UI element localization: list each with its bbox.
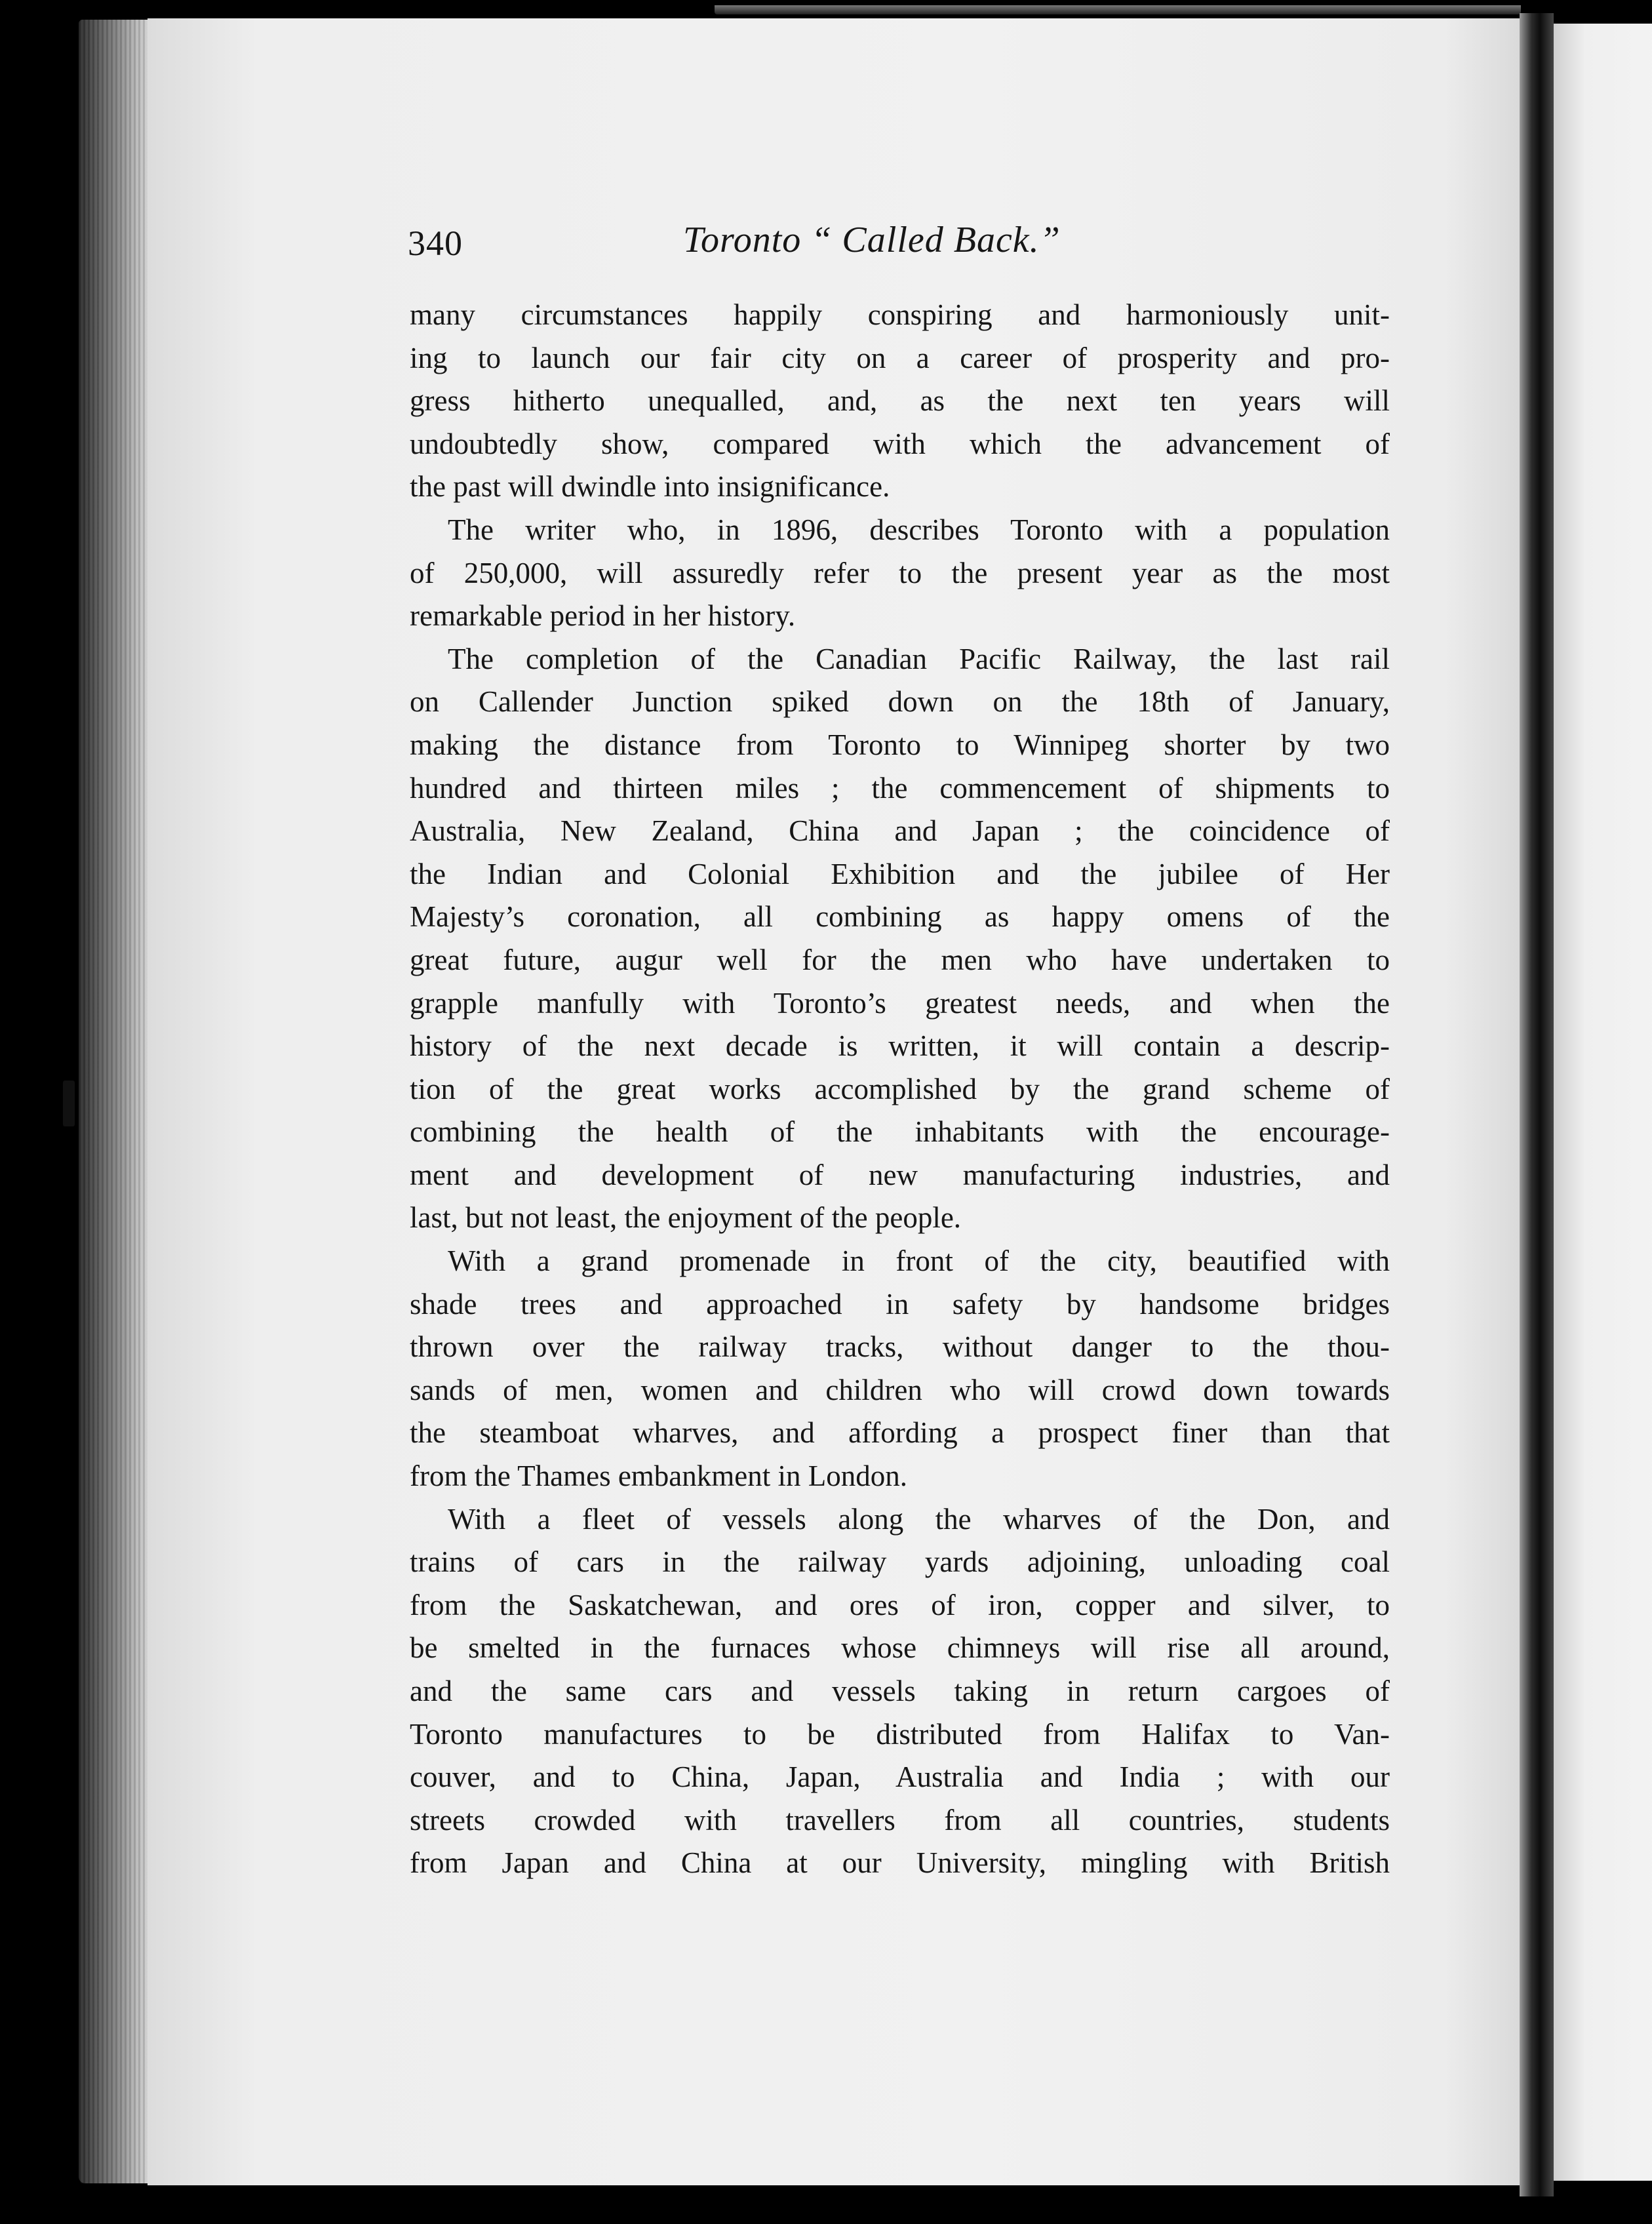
text-line: undoubtedly show, compared with which the advancement of [410,427,1390,460]
text-line: Majesty’s coronation, all combining as happy omens of the [410,900,1390,934]
text-line: be smelted in the furnaces whose chimneys will rise all around, [410,1631,1390,1665]
paragraph [410,638,1390,1240]
text-line: the steamboat wharves, and affording a prospect finer than that [410,1416,1390,1450]
text-line: Australia, New Zealand, China and Japan ; the coincidence of [410,814,1390,848]
text-line: of 250,000, will assuredly refer to the present year as the most [410,556,1390,589]
paragraph [410,294,1390,509]
text-line: grapple manfully with Toronto’s greatest needs, and when the [410,986,1390,1020]
text-line: gress hitherto unequalled, and, as the next ten years will [410,384,1390,418]
text-line: ment and development of new manufacturing industries, and [410,1158,1390,1191]
text-line: remarkable period in her history. [410,599,796,633]
stacked-page-edges [79,20,151,2183]
text-line: tion of the great works accomplished by the grand scheme of [410,1072,1390,1105]
paragraph [410,509,1390,638]
text-line: on Callender Junction spiked down on the 18th of January, [410,685,1390,719]
text-line: The writer who, in 1896, describes Toronto with a population [448,513,1390,546]
text-line: streets crowded with travellers from all countries, students [410,1803,1390,1837]
text-line: shade trees and approached in safety by handsome bridges [410,1287,1390,1320]
top-binding-strip [715,5,1521,14]
text-line: from Japan and China at our University, mingling with British [410,1846,1390,1880]
running-title: Toronto “ Called Back.” [683,220,1061,260]
text-line: With a grand promenade in front of the city, beautified with [448,1244,1390,1278]
text-line: The completion of the Canadian Pacific Railway, the last rail [448,642,1390,675]
text-line: hundred and thirteen miles ; the commencement of shipments to [410,771,1390,804]
running-head [408,210,1391,269]
text-line: sands of men, women and children who will crowd down towards [410,1373,1390,1406]
book-gutter [1520,13,1554,2196]
text-line: from the Thames embankment in London. [410,1460,908,1493]
text-line: Toronto manufactures to be distributed from Halifax to Van- [410,1717,1390,1751]
text-line: couver, and to China, Japan, Australia and India ; with our [410,1760,1390,1794]
text-line: trains of cars in the railway yards adjoining, unloading coal [410,1545,1390,1579]
text-line: the past will dwindle into insignificance. [410,470,890,504]
binding-clip-mark [63,1081,75,1126]
page-number: 340 [408,224,463,263]
text-line: thrown over the railway tracks, without danger to the thou- [410,1330,1390,1364]
text-line: many circumstances happily conspiring and harmoniously unit- [410,298,1390,331]
body-text [410,294,1390,1885]
text-line: the Indian and Colonial Exhibition and the jubilee of Her [410,857,1390,890]
text-line: great future, augur well for the men who have undertaken to [410,943,1390,976]
paragraph [410,1240,1390,1498]
paragraph [410,1498,1390,1885]
text-line: With a fleet of vessels along the wharves of the Don, and [448,1502,1390,1536]
text-line: ing to launch our fair city on a career of prosperity and pro- [410,341,1390,374]
text-line: making the distance from Toronto to Winnipeg shorter by two [410,728,1390,761]
text-line: history of the next decade is written, it will contain a descrip- [410,1029,1390,1063]
text-line: last, but not least, the enjoyment of the people. [410,1201,962,1235]
text-line: combining the health of the inhabitants with the encourage- [410,1115,1390,1149]
text-line: from the Saskatchewan, and ores of iron, copper and silver, to [410,1588,1390,1621]
text-line: and the same cars and vessels taking in return cargoes of [410,1675,1390,1707]
facing-page-edge [1554,24,1652,2181]
